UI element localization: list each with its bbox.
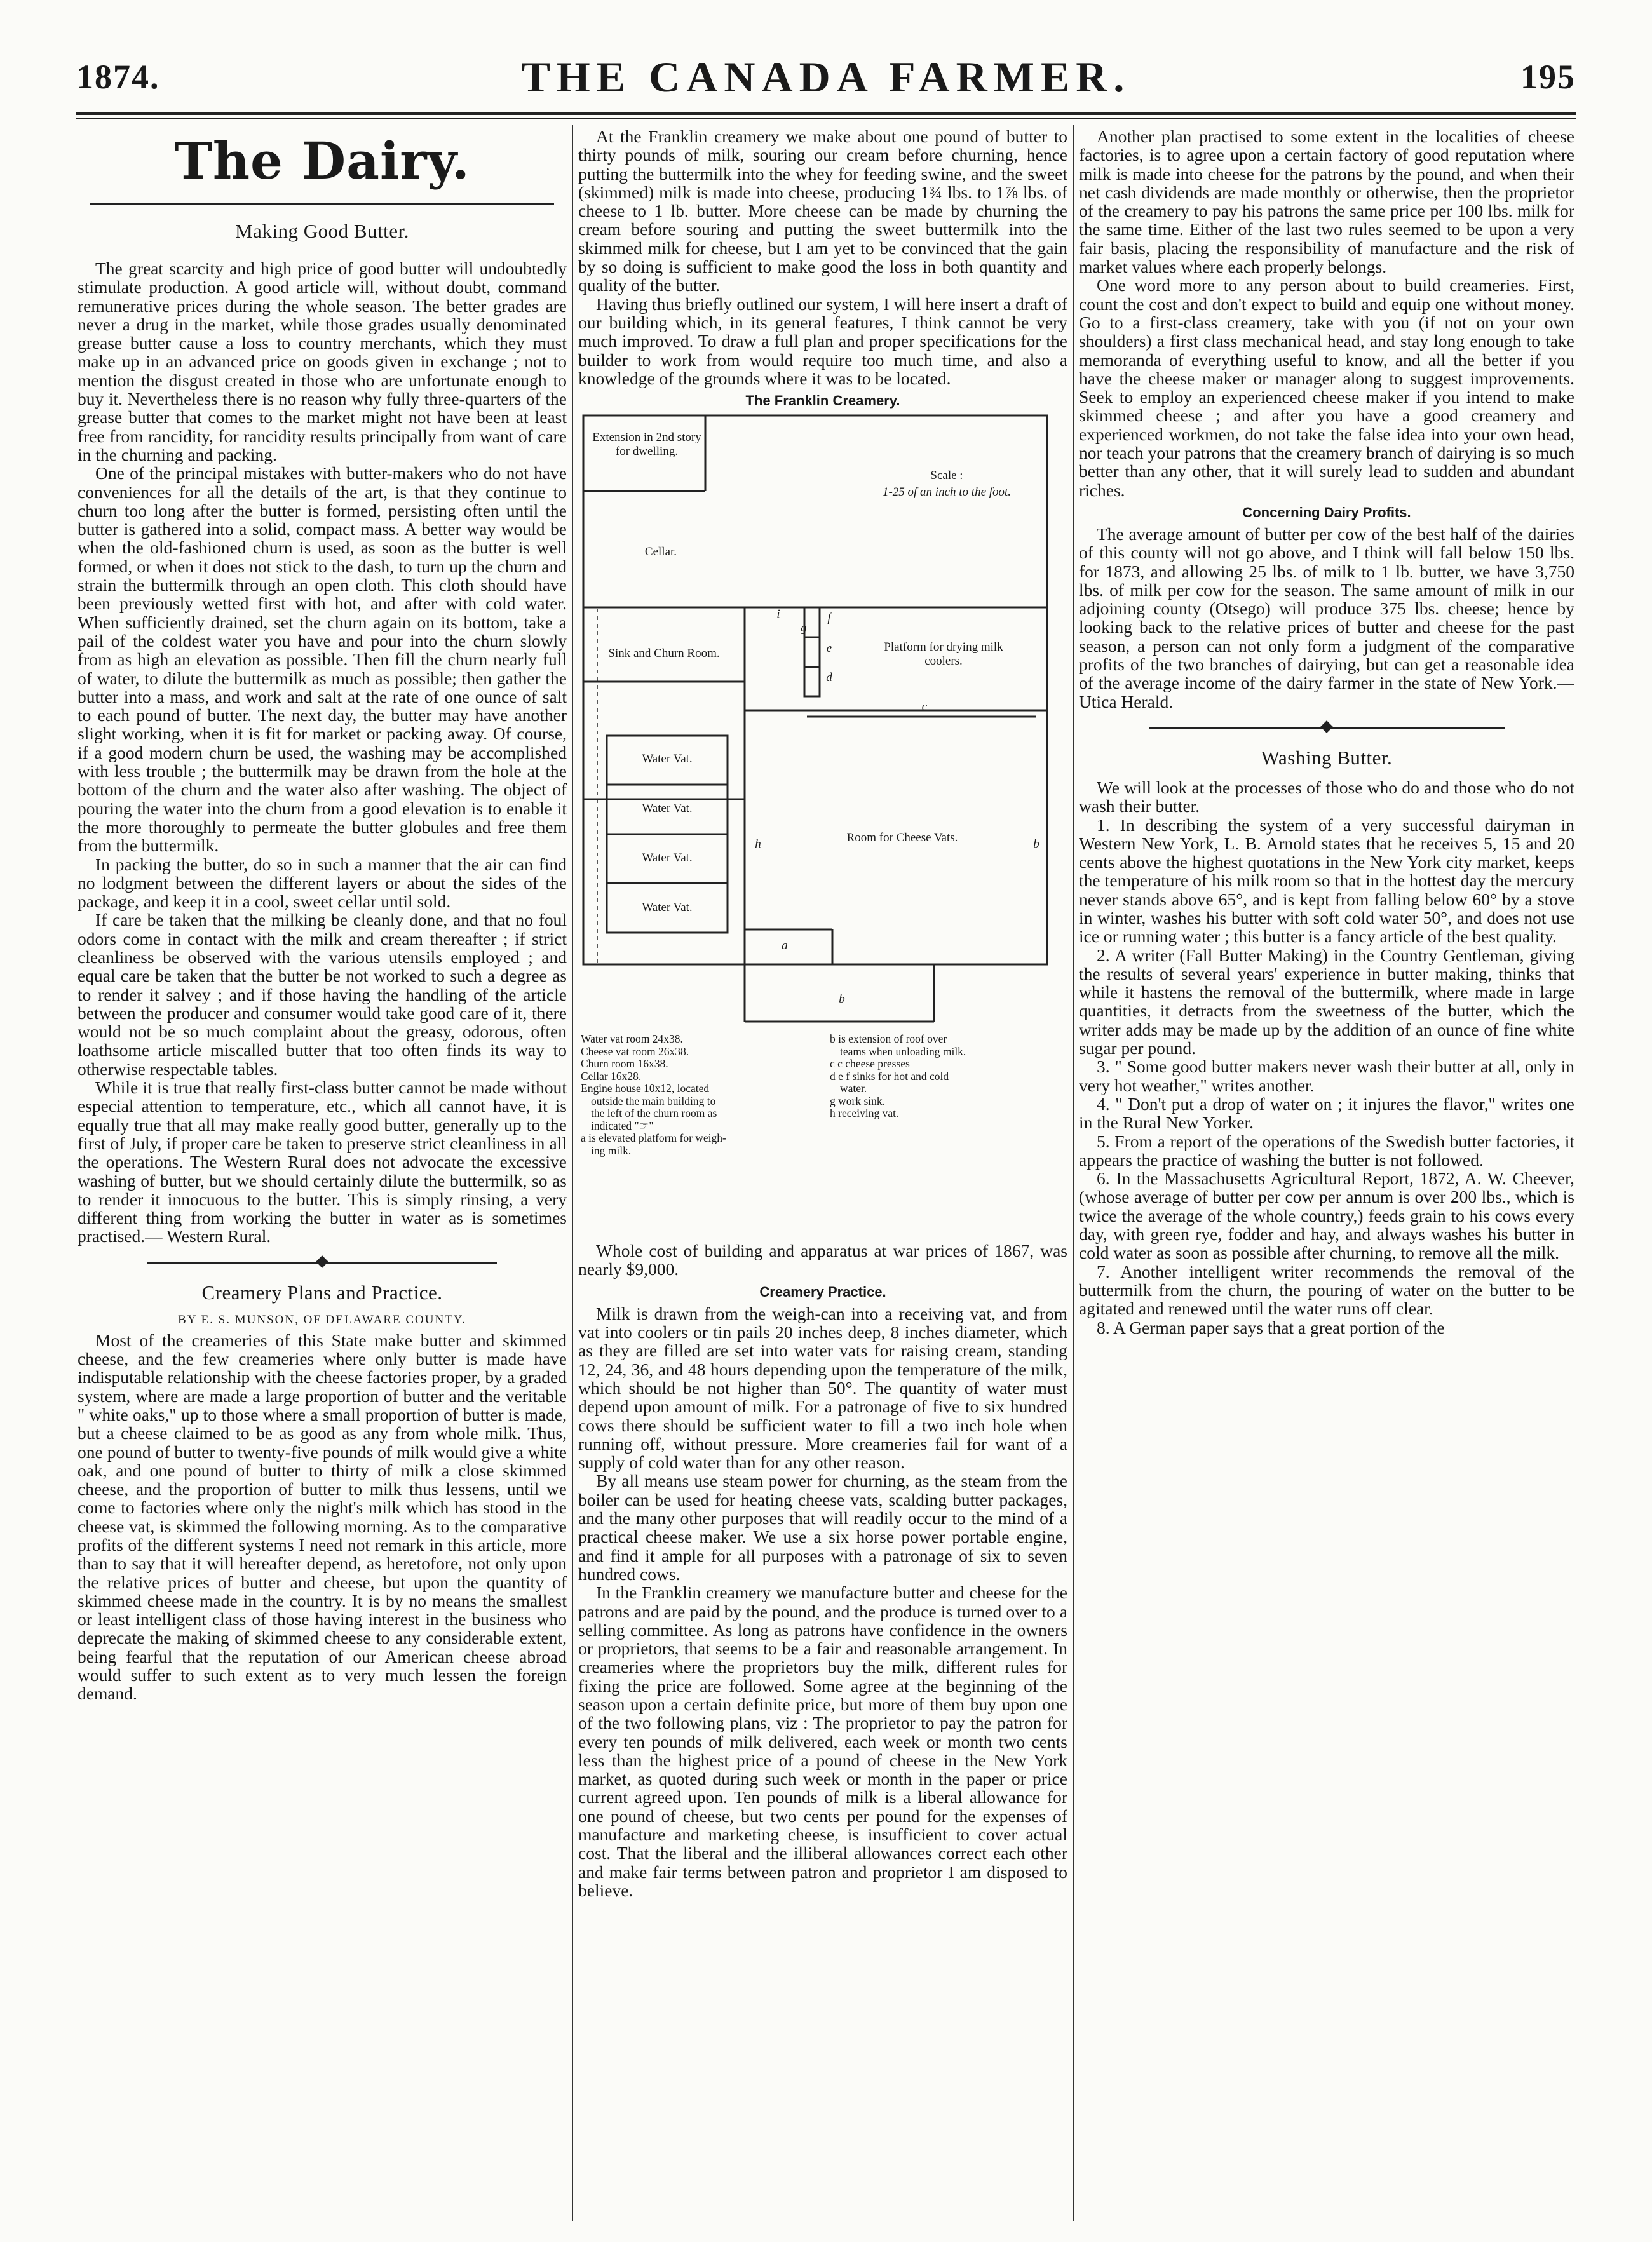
paragraph: Milk is drawn from the weigh-can into a receiving vat, and from vat into coolers or tin pails 20 inches deep, 8 inches diameter, which as they are filled are set into water vats for raising cream, standing 12, 24, 36, and 48 hours depending upon the temperature of the milk, which should be not higher than 50°. The quantity of water must depend upon amount of milk. For a patronage of five to six hundred cows there should be sufficient water to fill a two inch hole when running off, without pressure. More creameries fail for want of a supply of cold water than for any other reason. — [578, 1303, 1067, 1473]
mark-h: h — [755, 837, 761, 851]
legend-line: outside the main building to — [591, 1094, 716, 1107]
label-sink-churn-room: Sink and Churn Room. — [608, 647, 720, 661]
paragraph: The average amount of butter per cow of the best half of the dairies of this county will not go above, and I think will fall below 150 lbs. for 1873, and allowing 25 lbs. of milk to 1 lb. butter, we have 3,750 lbs. of milk per cow for the season. The same amount of milk in our adjoining county (Otsego) will produce 375 lbs. cheese; hence by looking back to the relative prices of butter and cheese for the past season, a person can not only form a judgment of the comparative profits of the two branches of dairying, but can get a reasonable idea of the average income of the dairy farmer in the state of New York.— Utica Herald. — [1079, 523, 1574, 712]
masthead-year: 1874. — [76, 58, 160, 96]
legend-line: Cheese vat room 26x38. — [581, 1044, 689, 1058]
paragraph: One of the principal mistakes with butter-makers who do not have conveniences for all the details of the art, is that they continue to churn too long after the butter is formed, persisting often until the butter is gathered into a solid, compact mass. A better way would be when the old-fashioned churn is used, as soon as the butter is well formed, or when it does not stick to the dash, to turn up the churn and strain the buttermilk through an open cloth. This cloth should have been previously wetted first with hot, and after with cold water. When sufficiently drained, set the churn again on its bottom, take a pail of the coldest water you have and pour into the churn slowly from as high an elevation as possible. Then fill the churn nearly full of water, to dilute the buttermilk as much as possible; then gather the butter into a mass, and work and salt at the rate of one ounce of salt to each pound of butter. The next day, the butter may have another slight working, when it is fit for market or packing away. Of course, if a good modern churn be used, the washing may be accomplished with less trouble ; the buttermilk may be drawn from the hole at the bottom of the churn and the water also after washing. The object of pouring the water into the churn from a good elevation is to enable it the more thoroughly to permeate the butter globules and free them from the buttermilk. — [78, 463, 567, 856]
paragraph: While it is true that really first-class butter cannot be made without especial attention to temperature, etc., which all cannot have, it is equally true that all may make really good butter, generally up to the first of July, if proper care be taken to preserve strict cleanliness in all the operations. The Western Rural does not advocate the excessive washing of butter, but we should certainly dilute the buttermilk, so as to render it innocuous to the butter. This is simply rinsing, a very different thing from working the butter in water as is sometimes practised.— Western Rural. — [78, 1077, 567, 1246]
article-title: Making Good Butter. — [235, 220, 409, 242]
subheading: Creamery Practice. — [759, 1283, 886, 1300]
mark-f: f — [827, 611, 831, 625]
label-water-vat: Water Vat. — [642, 851, 693, 865]
column-2 — [578, 127, 1067, 2224]
label-scale: Scale : — [930, 469, 963, 483]
legend-line: ing milk. — [591, 1144, 632, 1157]
paragraph: 5. From a report of the operations of the Swedish butter factories, it appears the practice of washing the butter is not followed. — [1079, 1131, 1574, 1170]
subheading: Concerning Dairy Profits. — [1242, 504, 1411, 520]
label-water-vat: Water Vat. — [642, 752, 693, 766]
paragraph: One word more to any person about to build creameries. First, count the cost and don't expect to build and equip one without money. Go to a first-class creamery, take with you (if not on your own shoulders) a first class mechanical head, and stay long enough to take memoranda of everything useful to know, and all the better if you have the cheese maker or manager along to suggest improvements. Seek to employ an experienced cheese maker if you intend to make skimmed cheese ; and after you have a good creamery and experienced workmen, do not take the false idea into your own head, nor teach your patrons that the creamery branch of dairying is so much better than any other, that it will surely lead to sudden and abundant riches. — [1079, 275, 1574, 500]
legend-line: Engine house 10x12, located — [581, 1082, 710, 1095]
paragraph: 3. " Some good butter makers never wash their butter at all, only in very hot weather," writes another. — [1079, 1057, 1574, 1095]
column-divider — [1073, 125, 1074, 2221]
legend-line: the left of the churn room as — [591, 1107, 717, 1120]
byline: BY E. S. MUNSON, OF DELAWARE COUNTY. — [178, 1313, 466, 1327]
legend-line: a is elevated platform for weigh- — [581, 1131, 726, 1145]
legend-line: indicated "☞" — [591, 1119, 654, 1132]
masthead — [76, 52, 1576, 109]
paragraph: 8. A German paper says that a great portion of the — [1097, 1317, 1445, 1337]
mark-c: c — [921, 700, 928, 714]
label-water-vat: Water Vat. — [642, 802, 693, 816]
legend-line: b is extension of roof over — [830, 1032, 947, 1046]
legend-line: water. — [840, 1082, 867, 1095]
mark-i: i — [776, 607, 780, 621]
legend-line: g work sink. — [830, 1094, 886, 1107]
label-cheese-room: Room for Cheese Vats. — [846, 831, 958, 845]
legend-left — [581, 1033, 819, 1157]
paragraph: 1. In describing the system of a very successful dairyman in Western New York, L. B. Arnold states that he receives 5, 15 and 20 cents above the highest quotations in the New York city market, keeps the temperature of his milk room so that in the hottest day the mercury never stands above 65°, and is kept from falling below 60° by a stove in winter, washes his butter with soft cold water 50°, and does not use ice or running water ; this butter is a fancy article of the best quality. — [1079, 814, 1574, 947]
label-scale-value: 1-25 of an inch to the foot. — [882, 485, 1012, 499]
paragraph: If care be taken that the milking be cleanly done, and that no foul odors come in contact with the milk and cream thereafter ; if strict cleanliness be observed with the various utensils employed ; and equal care be taken that the butter be not worked to such a degree as to render it salvey ; and if those having the handling of the article between the producer and consumer would take good care of it, there would not be so much complaint about the greasy, odorous, often loathsome article miscalled butter that too often finds its way to otherwise respectable tables. — [78, 910, 567, 1079]
paragraph: 6. In the Massachusetts Agricultural Report, 1872, A. W. Cheever, (whose average of butter per cow per annum is over 200 lbs., which is twice the average of the whole country,) feeds grain to his cows every day, with green rye, fodder and hay, and always washes his butter in cold water as soon as possible after churning, to remove all the milk. — [1079, 1168, 1574, 1263]
sink-fixture — [804, 607, 820, 696]
paragraph: The great scarcity and high price of good butter will undoubtedly stimulate production. A good article will, without doubt, command remunerative prices during the whole season. The better grades are never a drug in the market, while those grades usually denominated grease butter cause a loss to country merchants, which they must make up in an advanced price on goods given in exchange ; not to mention the disgust created in those who are unfortunate enough to buy it. Nevertheless there is no reason why fully three-quarters of the grease butter that comes to the market might not have been at least free from rancidity, for rancidity results principally from want of care in the churning and packing. — [78, 259, 567, 464]
paragraph: By all means use steam power for churning, as the steam from the boiler can be used for heating cheese vats, scalding butter packages, and the many other purposes that will readily occur to the mind of a practical cheese maker. We use a six horse power portable engine, and find it ample for all purposes with a patronage of six to seven hundred cows. — [578, 1471, 1067, 1584]
paragraph: Having thus briefly outlined our system, I will here insert a draft of our building which, in its general features, I think cannot be very much improved. To draw a full plan and proper specifications for the builder to work from would require too much time, and also a knowledge of the grounds where it was to be located. — [578, 294, 1067, 388]
section-title: The Dairy. — [174, 131, 470, 191]
mark-b: b — [1033, 837, 1039, 851]
mark-g: g — [801, 621, 807, 635]
masthead-title: THE CANADA FARMER. — [521, 53, 1131, 101]
figure-title: The Franklin Creamery. — [745, 393, 900, 409]
mark-d: d — [826, 671, 832, 685]
article-title: Washing Butter. — [1261, 746, 1393, 769]
label-water-vat: Water Vat. — [642, 901, 693, 915]
label-extension: Extension in 2nd story for dwelling. — [592, 431, 701, 459]
legend-line: Churn room 16x38. — [581, 1057, 668, 1070]
paragraph: At the Franklin creamery we make about one pound of butter to thirty pounds of milk, souring our cream before churning, hence putting the buttermilk into the whey for feeding swine, and the sweet (skimmed) milk is made into cheese, producing 1¾ lbs. to 1⅞ lbs. of cheese to 1 lb. butter. More cheese can be made by churning the cream before souring and putting the sweet buttermilk into the skimmed milk for cheese, but I am yet to be convinced that the gain by so doing is sufficient to make good the loss in both quantity and quality of the butter. — [578, 127, 1067, 295]
paragraph: 2. A writer (Fall Butter Making) in the Country Gentleman, giving the results of several years' experience in butter making, thinks that while it hastens the removal of the buttermilk, where made in large quantities, it detracts from the sweetness of the butter, which the writer adds may be made up by the addition of an ounce of fine white sugar per pound. — [1079, 945, 1574, 1058]
mark-e: e — [826, 642, 832, 656]
paragraph: Another plan practised to some extent in the localities of cheese factories, is to agree upon a certain factory of good reputation where milk is made into cheese for the patrons by the pound, and when their net cash dividends are made monthly or otherwise, then the proprietor of the creamery to pay his patrons the same price per 100 lbs. milk for the same time. Either of the last two rules seemed to be upon a very fair basis, placing the responsibility of manufacture and the risk of market values where each properly belongs. — [1079, 127, 1574, 277]
label-cellar: Cellar. — [644, 545, 677, 559]
paragraph: 7. Another intelligent writer recommends the removal of the buttermilk from the churn, the pouring of water on the butter to be agitated and renewed until the water runs off clear. — [1079, 1261, 1574, 1319]
paragraph: Whole cost of building and apparatus at war prices of 1867, was nearly $9,000. — [578, 1241, 1067, 1280]
column-3 — [1079, 127, 1574, 2224]
section-rule — [90, 203, 554, 205]
column-divider — [572, 125, 573, 2221]
masthead-rule — [76, 112, 1576, 115]
page-number: 195 — [1520, 58, 1576, 96]
legend-line: Cellar 16x28. — [581, 1069, 642, 1083]
article-separator — [1079, 720, 1574, 736]
legend-line: Water vat room 24x38. — [581, 1032, 683, 1046]
paragraph: In the Franklin creamery we manufacture butter and cheese for the patrons and are paid by the pound, and the produce is turned over to a selling committee. As long as patrons have confidence in the owners or proprietors, that seems to be a fair and reasonable arrangement. In creameries where the proprietors buy the milk, different rules for fixing the price are followed. Some agree at the beginning of the season upon a certain definite price, but more of them buy upon one of the two following plans, viz : The proprietor to pay the patron for every ten pounds of milk delivered, each week or month two cents less than the highest price of a pound of cheese in the New York market, as quoted during such week or month in the paper or price current agreed upon. Ten pounds of milk is a liberal allowance for one pound of cheese, but two cents per pound for the expenses of manufacture and marketing cheese, is insufficient to cover actual cost. That the liberal and the illiberal allowances correct each other and make fair terms between patron and proprietor I am disposed to believe. — [578, 1583, 1067, 1900]
legend-line: h receiving vat. — [830, 1107, 899, 1120]
article-title: Creamery Plans and Practice. — [201, 1281, 443, 1304]
legend-line: teams when unloading milk. — [840, 1044, 966, 1058]
label-platform: Platform for drying milk coolers. — [884, 640, 1003, 668]
paragraph: In packing the butter, do so in such a manner that the air can find no lodgment between the different layers or about the sides of the package, and keep it in a cool, sweet cellar until sold. — [78, 854, 567, 912]
legend-right — [830, 1033, 1065, 1120]
legend-line: c c cheese presses — [830, 1057, 910, 1070]
mark-b: b — [839, 992, 845, 1006]
creamery-plan-figure — [578, 393, 1067, 1238]
column-1 — [78, 127, 567, 2224]
article-separator — [78, 1255, 567, 1271]
paragraph: 4. " Don't put a drop of water on ; it injures the flavor," writes one in the Rural New Yorker. — [1079, 1093, 1574, 1133]
mark-a: a — [782, 939, 788, 953]
paragraph: Most of the creameries of this State make butter and skimmed cheese, and the few creameries where only butter is made have indisputable relationship with the cheese factories proper, by a graded system, where are made a large proportion of butter and the veritable " white oaks," up to those where a small proportion of butter is made, but a cheese claimed to be as good as any from whole milk. Thus, one pound of butter to twenty-five pounds of milk would give a white oak, and one pound of butter to thirty of milk a close skimmed cheese, and the proportion of butter to milk thus lessens, until we come to factories where only the night's milk which has stood in the cheese vat, is skimmed the following morning. As to the comparative profits of the different systems I need not remark in this article, more than to say that it will hereafter depend, as heretofore, not only upon the relative prices of butter and cheese, but upon the quantity of skimmed cheese made in the country. It is by no means the smallest or least intelligent class of those having interest in the business who deprecate the making of skimmed cheese to any considerable extent, being fearful that the reputation of our American cheese abroad would suffer to such extent as to very much lessen the foreign demand. — [78, 1330, 567, 1704]
masthead-rule-thin — [76, 118, 1576, 119]
paragraph: We will look at the processes of those who do and those who do not wash their butter. — [1079, 777, 1574, 816]
legend-line: d e f sinks for hot and cold — [830, 1069, 949, 1083]
